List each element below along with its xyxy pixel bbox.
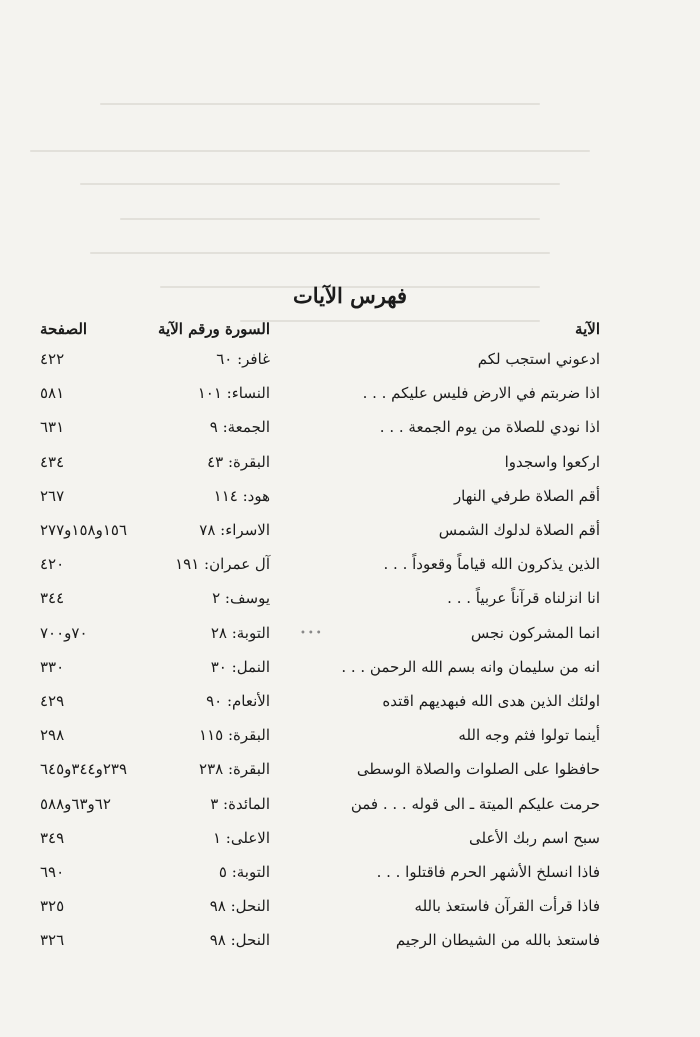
surah-ref: البقرة: ٢٣٨ xyxy=(199,760,270,779)
verse-text: سبح اسم ربك الأعلى xyxy=(468,828,600,847)
verse-text: اركعوا واسجدوا xyxy=(504,452,600,471)
verse-text: فاستعذ بالله من الشيطان الرجيم xyxy=(395,931,600,950)
verse-text: فاذا قرأت القرآن فاستعذ بالله xyxy=(414,897,600,916)
page-number: ٤٣٤ xyxy=(40,452,65,471)
bleed-through-line xyxy=(100,103,540,105)
verse-text: أينما تولوا فثم وجه الله xyxy=(458,726,600,745)
table-row xyxy=(40,931,600,967)
page-number: ٤٢٩ xyxy=(40,692,65,710)
page-number: ٣٢٦ xyxy=(40,931,65,950)
surah-ref: النساء: ١٠١ xyxy=(197,384,270,403)
table-row xyxy=(40,692,600,728)
table-row xyxy=(40,624,600,660)
surah-ref: التوبة: ٥ xyxy=(218,863,270,881)
surah-ref: البقرة: ٤٣ xyxy=(207,452,270,471)
table-row xyxy=(40,726,600,762)
verse-text: أقم الصلاة طرفي النهار xyxy=(453,486,600,505)
surah-ref: هود: ١١٤ xyxy=(213,486,270,505)
bleed-through-line xyxy=(90,252,550,254)
surah-ref: التوبة: ٢٨ xyxy=(210,623,270,642)
verse-text: اذا نودي للصلاة من يوم الجمعة . . . xyxy=(379,418,600,437)
header-surah: السورة ورقم الآية xyxy=(158,320,270,338)
table-row xyxy=(40,453,600,489)
verse-text: فاذا انسلخ الأشهر الحرم فاقتلوا . . . xyxy=(376,863,600,881)
page-number: ١٥٦و١٥٨و٢٧٧ xyxy=(40,521,128,539)
surah-ref: النحل: ٩٨ xyxy=(209,931,270,950)
bleed-through-line xyxy=(120,218,540,220)
verse-text: انما المشركون نجس xyxy=(470,623,600,642)
page-number: ٣٢٥ xyxy=(40,897,65,916)
verse-text: انا انزلناه قرآناً عربياً . . . xyxy=(447,589,600,608)
verse-text: اولئك الذين هدى الله فبهديهم اقتده xyxy=(382,692,600,710)
page-number: ٦٩٠ xyxy=(40,863,65,881)
verse-text: حرمت عليكم الميتة ـ الى قوله . . . فمن xyxy=(350,794,600,813)
verse-text: اذا ضربتم في الارض فليس عليكم . . . xyxy=(362,384,600,403)
decorative-dots: ••• xyxy=(300,628,324,639)
page-number: ٧٠و٧٠٠ xyxy=(40,623,88,642)
table-row xyxy=(40,350,600,386)
page-number: ٣٤٤ xyxy=(40,589,65,608)
table-row xyxy=(40,863,600,899)
table-row xyxy=(40,897,600,933)
table-row xyxy=(40,521,600,557)
table-row xyxy=(40,555,600,591)
page-number: ٢٩٨ xyxy=(40,726,65,745)
verse-text: حافظوا على الصلوات والصلاة الوسطى xyxy=(356,760,600,779)
surah-ref: الاعلى: ١ xyxy=(212,828,270,847)
table-row xyxy=(40,384,600,420)
page-number: ٣٤٩ xyxy=(40,828,65,847)
page-number: ٤٢٢ xyxy=(40,350,65,368)
header-verse: الآية xyxy=(575,320,600,338)
bleed-through-line xyxy=(30,150,590,152)
header-page: الصفحة xyxy=(40,320,88,338)
surah-ref: غافر: ٦٠ xyxy=(216,350,270,368)
surah-ref: الاسراء: ٧٨ xyxy=(199,521,270,539)
table-row xyxy=(40,589,600,625)
surah-ref: المائدة: ٣ xyxy=(210,794,270,813)
page-number: ٢٣٩و٣٤٤و٦٤٥ xyxy=(40,760,128,779)
surah-ref: الجمعة: ٩ xyxy=(209,418,270,437)
table-row xyxy=(40,795,600,831)
page-number: ٤٢٠ xyxy=(40,555,65,574)
table-row xyxy=(40,658,600,694)
verse-text: أقم الصلاة لدلوك الشمس xyxy=(438,521,600,539)
table-row xyxy=(40,418,600,454)
page-title: فهرس الآيات xyxy=(292,283,408,308)
page-number: ٥٨١ xyxy=(40,384,65,403)
page-number: ٢٦٧ xyxy=(40,486,65,505)
surah-ref: النمل: ٣٠ xyxy=(210,657,270,676)
surah-ref: النحل: ٩٨ xyxy=(209,897,270,916)
table-row xyxy=(40,760,600,796)
page-number: ٦٢و٦٣و٥٨٨ xyxy=(40,794,111,813)
verse-text: الذين يذكرون الله قياماً وقعوداً . . . xyxy=(383,555,600,574)
verse-text: ادعوني استجب لكم xyxy=(477,350,600,368)
page-number: ٦٣١ xyxy=(40,418,65,437)
page-number: ٣٣٠ xyxy=(40,657,65,676)
verse-text: انه من سليمان وانه بسم الله الرحمن . . . xyxy=(341,657,600,676)
surah-ref: آل عمران: ١٩١ xyxy=(175,555,270,574)
table-row xyxy=(40,487,600,523)
surah-ref: الأنعام: ٩٠ xyxy=(206,692,270,710)
surah-ref: يوسف: ٢ xyxy=(212,589,270,608)
bleed-through-line xyxy=(80,183,560,185)
table-row xyxy=(40,829,600,865)
surah-ref: البقرة: ١١٥ xyxy=(199,726,270,745)
